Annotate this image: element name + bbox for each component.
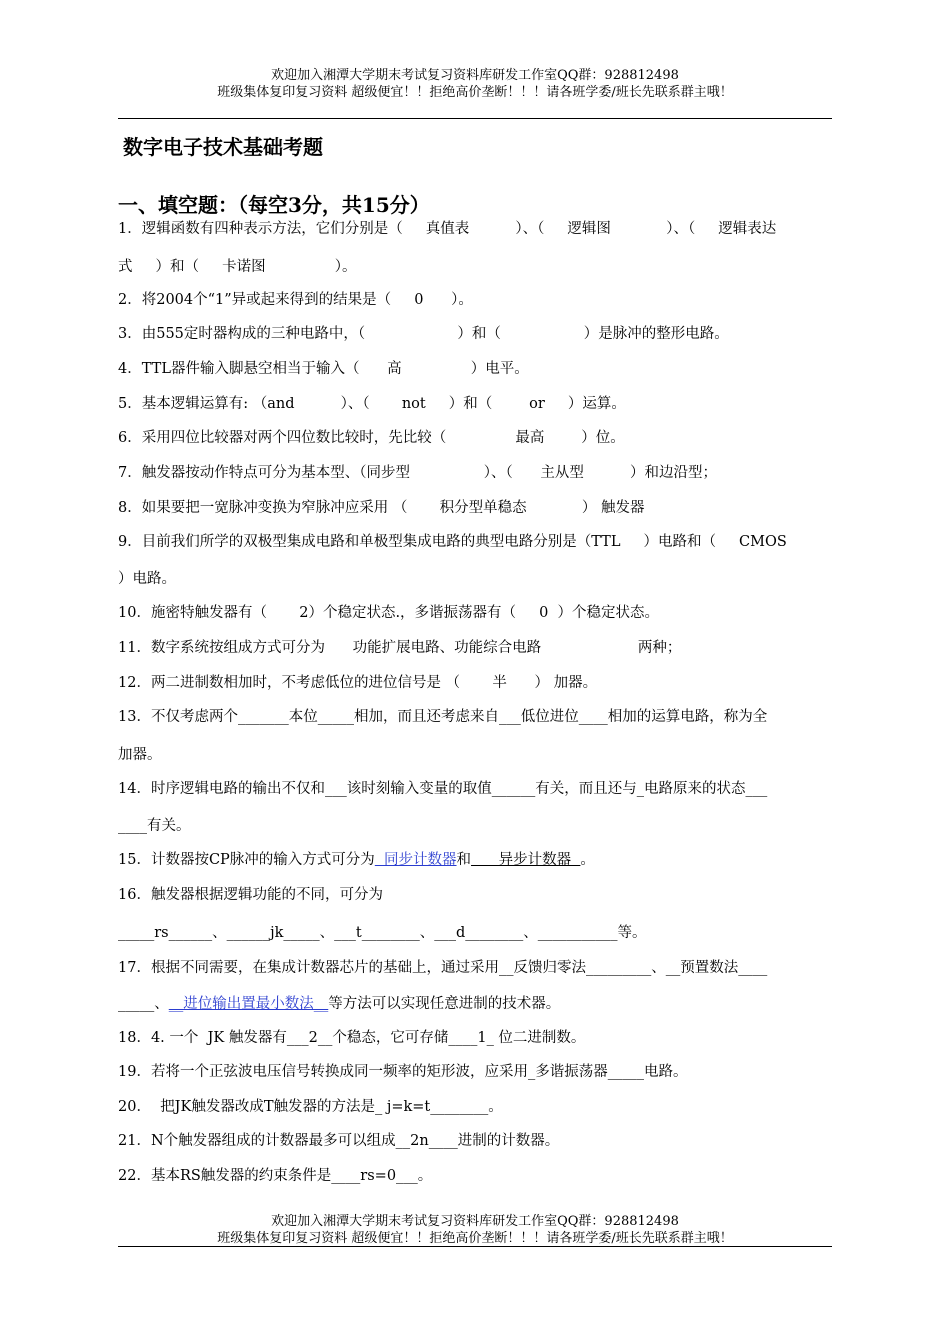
question-7: 7．触发器按动作特点可分为基本型、（同步型 ）、（ 主从型 ）和边沿型； [118,465,717,481]
header-rule [118,118,832,119]
question-17-line-2 [118,994,832,1014]
page-header [118,67,832,101]
footer-line-2: 班级集体复印复习资料 超级便宜！！拒绝高价垄断！！！请各班学委/班长先联系群主哦！ [217,1231,733,1246]
section-title: 一、填空题：（每空3分，共15分） [118,193,430,217]
question-14-line-1: 14．时序逻辑电路的输出不仅和___该时刻输入变量的取值______有关，而且还与_电路原来的状态___ [118,781,768,797]
question-14-line-2: ____有关。 [118,818,191,834]
link-carry-output-min[interactable]: __进位输出置最小数法__ [168,996,329,1012]
link-sync-counter[interactable]: 同步计数器 [374,852,457,868]
question-12: 12．两二进制数相加时，不考虑低位的进位信号是 （ 半 ） 加器。 [118,675,598,691]
answer-async-counter: 异步计数器 [471,852,581,868]
footer-rule [118,1246,832,1247]
header-line-1: 欢迎加入湘潭大学期末考试复习资料库研发工作室QQ群：928812498 [271,68,679,83]
question-17-end: 等方法可以实现任意进制的技术器。 [328,996,561,1012]
page-footer [118,1213,832,1247]
question-8: 8．如果要把一宽脉冲变换为窄脉冲应采用 （ 积分型单稳态 ） 触发器 [118,500,645,516]
question-22: 22．基本RS触发器的约束条件是____rs=0___。 [118,1168,433,1184]
question-13-line-1: 13．不仅考虑两个_______本位_____相加，而且还考虑来自___低位进位____相加的运算电路，称为全 [118,709,768,725]
question-3: 3．由555定时器构成的三种电路中，（ ）和（ ）是脉冲的整形电路。 [118,326,729,342]
question-2: 2．将2004个“1”异或起来得到的结果是（ 0 ）。 [118,292,473,308]
question-10: 10．施密特触发器有（ 2）个稳定状态.，多谐振荡器有（ 0 ）个稳定状态。 [118,605,660,621]
question-15-text: 15．计数器按CP脉冲的输入方式可分为 [118,852,375,868]
question-17-line-1: 17．根据不同需要，在集成计数器芯片的基础上，通过采用__反馈归零法_________、__预置数法____ [118,960,768,976]
header-line-2: 班级集体复印复习资料 超级便宜！！拒绝高价垄断！！！请各班学委/班长先联系群主哦！ [217,85,733,100]
question-6: 6．采用四位比较器对两个四位数比较时，先比较（ 最高 ）位。 [118,430,625,446]
question-16-line-1: 16．触发器根据逻辑功能的不同，可分为 [118,887,383,903]
question-13-line-2: 加器。 [118,747,162,763]
doc-title: 数字电子技术基础考题 [123,135,323,159]
question-16-line-2: _____rs______、______jk_____、___t________、___d________、___________等。 [118,925,647,941]
footer-line-1: 欢迎加入湘潭大学期末考试复习资料库研发工作室QQ群：928812498 [271,1214,679,1229]
question-15 [118,850,832,870]
question-1-line-1: 1．逻辑函数有四种表示方法，它们分别是（ 真值表 ）、（ 逻辑图 ）、（ 逻辑表达 [118,221,777,237]
question-17-blank: _____、 [118,996,169,1012]
question-9-line-2: ）电路。 [118,571,176,587]
question-5: 5．基本逻辑运算有: （and ）、（ not ）和（ or ）运算。 [118,396,626,412]
question-9-line-1: 9．目前我们所学的双极型集成电路和单极型集成电路的典型电路分别是（TTL ）电路和（ CMOS [118,534,787,550]
question-1-line-2: 式 ）和（ 卡诺图 ）。 [118,259,357,275]
question-20: 20． 把JK触发器改成T触发器的方法是_ j=k=t________。 [118,1099,503,1115]
question-21: 21．N个触发器组成的计数器最多可以组成__2n____进制的计数器。 [118,1133,560,1149]
question-18: 18．4. 一个 JK 触发器有___2__个稳态，它可存储____1_ 位二进制数。 [118,1030,586,1046]
question-19: 19．若将一个正弦波电压信号转换成同一频率的矩形波，应采用_多谐振荡器_____电路。 [118,1064,688,1080]
question-11: 11．数字系统按组成方式可分为 功能扩展电路、功能综合电路 两种； [118,640,682,656]
question-15-end: 。 [580,852,595,868]
question-15-and: 和 [456,852,472,868]
question-4: 4．TTL器件输入脚悬空相当于输入（ 高 ）电平。 [118,361,529,377]
